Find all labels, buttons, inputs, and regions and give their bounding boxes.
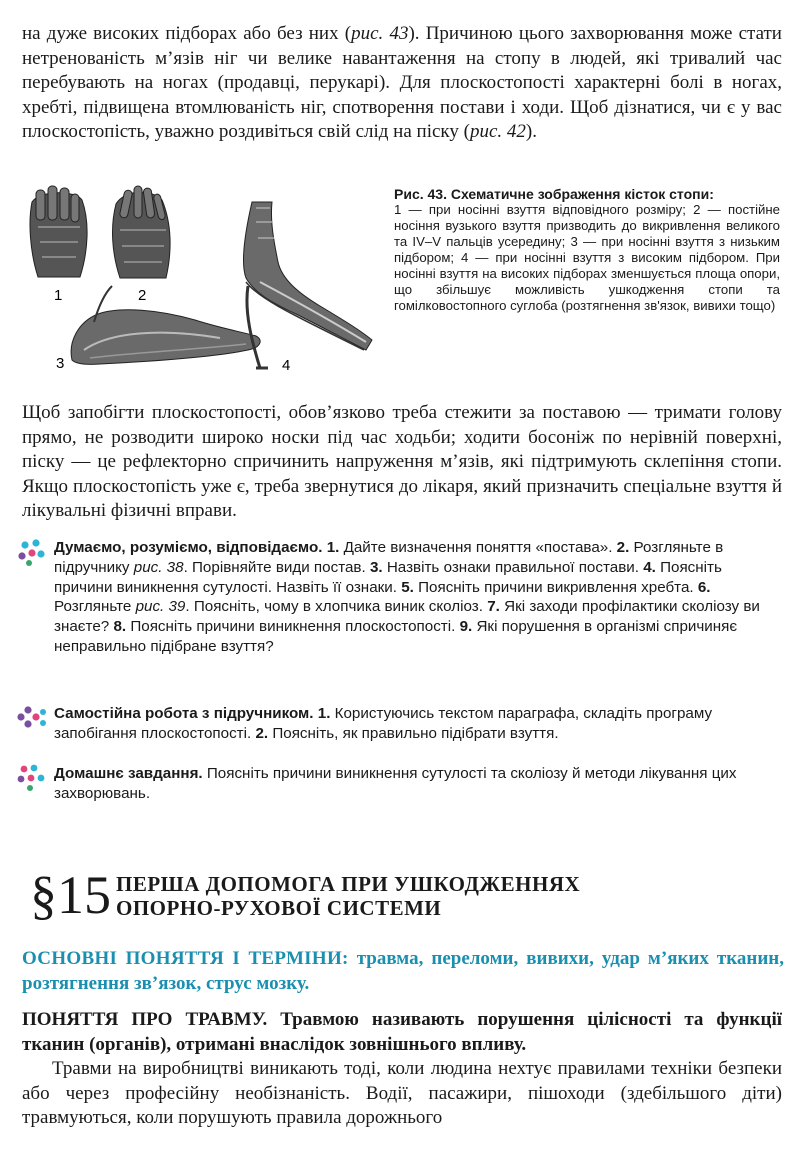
- q-text: Поясніть причини виникнення плоскостопості.: [126, 618, 460, 636]
- q-number: 8.: [113, 618, 127, 636]
- figure-caption: [394, 186, 780, 314]
- intro-text-3: ).: [525, 121, 537, 142]
- trauma-body: Травми на виробництві виникають тоді, коли людина нехтує правилами техніки безпеки або через професійну необізнаність. Водії, пасажири, пішоходи (здебільшого діти) травмуються, коли порушують правила дорожнього: [22, 1058, 782, 1128]
- figure-label-2: 2: [138, 287, 147, 304]
- task-number: 1.: [317, 705, 331, 722]
- q-text: Поясніть причини виникнення сутулості. Назвіть її ознаки.: [54, 558, 722, 596]
- q-text: . Поясніть, чому в хлопчика виник сколіоз.: [185, 598, 488, 616]
- intro-text-2: ). Причиною цього захворювання може стати нетренованість м’язів ніг чи велике навантаження на стопу в людей, які тривалий час перебувають на ногах (продавці, перукарі). Для плоскостопості характерні болі в ногах, хребті, підвищена втомлюваність ніг, спотворення постави і ходи. Щоб дізнатися, чи є у вас плоскостопість, уважно роздивіться свій слід на піску (: [22, 23, 782, 142]
- q-number: 4.: [643, 558, 656, 576]
- figure-ref-42: рис. 42: [469, 121, 526, 142]
- task-text: Користуючись текстом параграфа, складіть програму запобігання плоскостопості.: [54, 705, 713, 742]
- q-number: 7.: [487, 598, 500, 616]
- intro-text-1: на дуже високих підборах або без них (: [22, 23, 352, 44]
- foot-3-drawing: [71, 286, 260, 364]
- caption-title: Рис. 43. Схематичне зображення кісток стопи:: [394, 186, 714, 202]
- foot-2-drawing: [113, 186, 171, 278]
- foot-1-drawing: [30, 186, 87, 277]
- homework-heading: Домашнє завдання.: [54, 765, 203, 782]
- figure-label-3: 3: [56, 355, 65, 372]
- dots-bullet-icon: [16, 702, 46, 732]
- foot-bones-illustration: [20, 182, 380, 382]
- q-number: 5.: [401, 578, 414, 596]
- q-text: Розгляньте: [54, 598, 136, 616]
- q-number: 3.: [369, 558, 383, 576]
- section-title: [116, 872, 736, 920]
- self-work-block: [54, 704, 782, 744]
- figure-ref-39: рис. 39: [135, 598, 186, 616]
- q-text: Які порушення в організмі спричиняє неправильно підібране взуття?: [54, 618, 738, 655]
- q-number: 1.: [326, 539, 340, 556]
- q-text: Дайте визначення поняття «постава».: [339, 539, 617, 556]
- trauma-paragraph: [22, 1008, 782, 1131]
- foot-4-drawing: [244, 202, 372, 368]
- q-text: Розгляньте в підручнику: [54, 539, 724, 576]
- dots-bullet-icon: [16, 536, 46, 566]
- caption-body: 1 — при носінні взуття відповідного розміру; 2 — постійне носіння вузького взуття призводить до викривлення великого та IV–V пальців усередину; 3 — при носінні взуття з низьким підбором; 4 — при носінні взуття з високим підбором. При носінні взуття на високих підборах зменшується площа опори, що збільшує можливість ушкодження стопи та гомілковостопного суглоба (розтягнення зв'язок, вивихи тощо): [394, 202, 780, 313]
- section-title-line-2: ОПОРНО-РУХОВОЇ СИСТЕМИ: [116, 896, 442, 920]
- figure-ref-38: рис. 38: [133, 558, 184, 576]
- q-text: Які заходи профілактики сколіозу ви знаєте?: [54, 598, 760, 636]
- questions-heading: Думаємо, розуміємо, відповідаємо.: [54, 539, 323, 556]
- q-text: . Порівняйте види постав.: [183, 558, 370, 576]
- prevention-paragraph: Щоб запобігти плоскостопості, обов’язково треба стежити за поставою — тримати голову прямо, не розводити широко носки під час ходьби; ходити босоніж по нерівній поверхні, піску — це рефлекторно спричинить напруження м’язів, які підтримують склепіння стопи. Якщо плоскостопість уже є, треба звернутися до лікаря, який призначить спеціальне взуття й лікувальні фізичні вправи.: [22, 402, 782, 521]
- intro-paragraph: [22, 22, 782, 145]
- foot-bones-figure: [20, 182, 380, 382]
- homework-block: [54, 764, 782, 804]
- task-number: 2.: [255, 724, 269, 742]
- figure-label-4: 4: [282, 357, 291, 374]
- q-number: 2.: [616, 539, 630, 556]
- q-text: Поясніть причини викривлення хребта.: [413, 578, 698, 596]
- figure-label-1: 1: [54, 287, 63, 304]
- key-concepts-terms: травма, переломи, вивихи, удар м’яких тканин, розтягнення зв’язок, струс мозку.: [22, 948, 784, 994]
- homework-text: Поясніть причини виникнення сутулості та сколіозу й методи лікування цих захворювань.: [54, 765, 737, 802]
- q-number: 9.: [459, 618, 473, 636]
- figure-ref-43: рис. 43: [351, 23, 409, 44]
- q-number: 6.: [697, 578, 711, 596]
- task-text: Поясніть, як правильно підібрати взуття.: [268, 724, 559, 742]
- q-text: Назвіть ознаки правильної постави.: [382, 558, 644, 576]
- dots-bullet-icon: [16, 762, 46, 792]
- key-concepts: [22, 946, 784, 996]
- section-title-line-1: ПЕРША ДОПОМОГА ПРИ УШКОДЖЕННЯХ: [116, 872, 581, 896]
- trauma-definition: ПОНЯТТЯ ПРО ТРАВМУ. Травмою називають порушення цілісності та функції тканин (органів), отримані внаслідок зовнішнього впливу.: [22, 1009, 782, 1055]
- section-number: §15: [30, 865, 111, 925]
- self-work-heading: Самостійна робота з підручником.: [54, 705, 314, 722]
- questions-block: [54, 538, 782, 657]
- key-concepts-label: ОСНОВНІ ПОНЯТТЯ І ТЕРМІНИ:: [22, 948, 349, 969]
